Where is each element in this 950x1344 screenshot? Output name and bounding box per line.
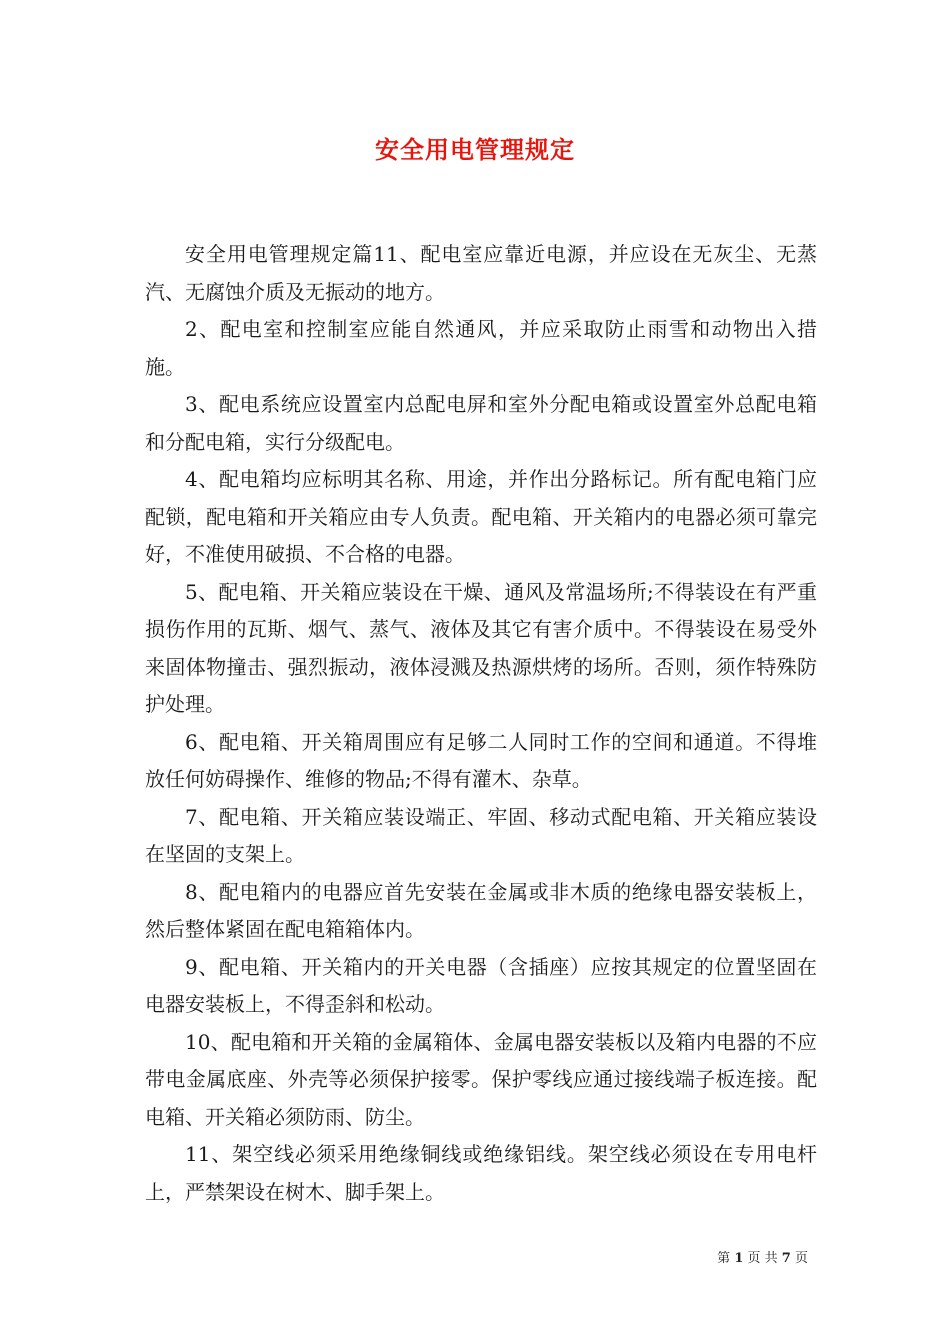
paragraph-3: 3、配电系统应设置室内总配电屏和室外分配电箱或设置室外总配电箱和分配电箱，实行分级配电。 xyxy=(145,392,817,454)
paragraph-10: 10、配电箱和开关箱的金属箱体、金属电器安装板以及箱内电器的不应带电金属底座、外壳等必须保护接零。保护零线应通过接线端子板连接。配电箱、开关箱必须防雨、防尘。 xyxy=(145,1029,817,1129)
paragraph-8: 8、配电箱内的电器应首先安装在金属或非木质的绝缘电器安装板上，然后整体紧固在配电箱箱体内。 xyxy=(145,879,817,941)
paragraph-4: 4、配电箱均应标明其名称、用途，并作出分路标记。所有配电箱门应配锁，配电箱和开关箱应由专人负责。配电箱、开关箱内的电器必须可靠完好，不准使用破损、不合格的电器。 xyxy=(145,467,817,566)
document-body xyxy=(145,236,817,1211)
paragraph-2: 2、配电室和控制室应能自然通风，并应采取防止雨雪和动物出入措施。 xyxy=(145,317,817,379)
paragraph-9: 9、配电箱、开关箱内的开关电器（含插座）应按其规定的位置坚固在电器安装板上，不得歪斜和松动。 xyxy=(145,954,817,1016)
paragraph-11: 11、架空线必须采用绝缘铜线或绝缘铝线。架空线必须设在专用电杆上，严禁架设在树木、脚手架上。 xyxy=(145,1142,817,1204)
footer-suffix: 页 xyxy=(794,1251,808,1266)
total-pages-number: 7 xyxy=(781,1251,791,1266)
paragraph-6: 6、配电箱、开关箱周围应有足够二人同时工作的空间和通道。不得堆放任何妨碍操作、维修的物品;不得有灌木、杂草。 xyxy=(145,729,817,791)
page-title: 安全用电管理规定 xyxy=(375,135,575,164)
paragraph-5: 5、配电箱、开关箱应装设在干燥、通风及常温场所;不得装设在有严重损伤作用的瓦斯、烟气、蒸气、液体及其它有害介质中。不得装设在易受外来固体物撞击、强烈振动，液体浸溅及热源烘烤的场所。否则，须作特殊防护处理。 xyxy=(145,579,817,716)
current-page-number: 1 xyxy=(734,1251,744,1266)
footer-middle: 页 共 xyxy=(747,1251,778,1266)
page-number-footer xyxy=(717,1247,808,1266)
paragraph-7: 7、配电箱、开关箱应装设端正、牢固、移动式配电箱、开关箱应装设在坚固的支架上。 xyxy=(145,804,817,866)
footer-prefix: 第 xyxy=(717,1251,731,1266)
paragraph-1: 安全用电管理规定篇11、配电室应靠近电源，并应设在无灰尘、无蒸汽、无腐蚀介质及无振动的地方。 xyxy=(145,242,817,304)
